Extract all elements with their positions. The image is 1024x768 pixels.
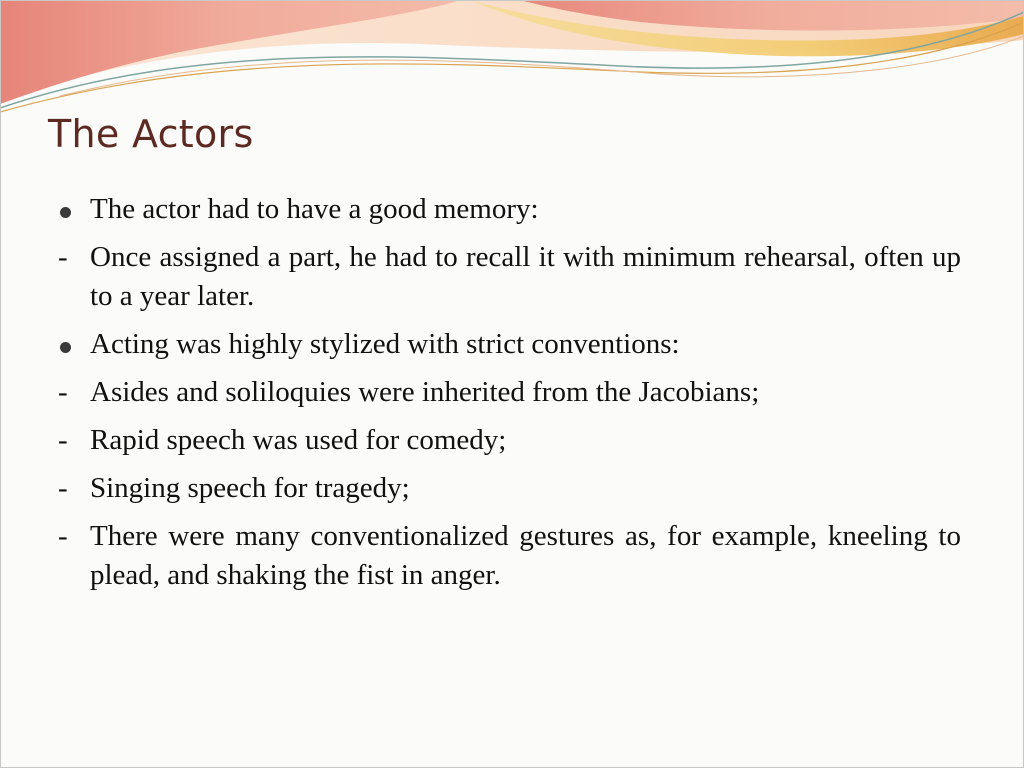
decorative-header-swoosh <box>0 0 1024 120</box>
list-item <box>58 238 961 316</box>
list-item <box>58 421 961 460</box>
bullet-dot-icon <box>60 207 71 218</box>
list-item-text: Rapid speech was used for comedy; <box>90 424 507 456</box>
list-item-text: The actor had to have a good memory: <box>90 193 539 225</box>
list-item <box>58 325 961 364</box>
bullet-list <box>58 190 961 604</box>
list-item-text: Singing speech for tragedy; <box>90 472 410 504</box>
dash-marker <box>58 421 82 460</box>
dash-icon: - <box>58 520 68 552</box>
dash-icon: - <box>58 472 68 504</box>
slide-title: The Actors <box>48 112 254 156</box>
bullet-marker <box>58 190 82 229</box>
bullet-marker <box>58 325 82 364</box>
dash-marker <box>58 373 82 412</box>
dash-icon: - <box>58 241 68 273</box>
dash-icon: - <box>58 424 68 456</box>
list-item <box>58 373 961 412</box>
list-item-text: Asides and soliloquies were inherited from the Jacobians; <box>90 376 760 408</box>
dash-marker <box>58 469 82 508</box>
list-item <box>58 469 961 508</box>
bullet-dot-icon <box>60 342 71 353</box>
list-item <box>58 190 961 229</box>
dash-marker <box>58 517 82 556</box>
dash-marker <box>58 238 82 277</box>
list-item-text: There were many conventionalized gestures as, for example, kneeling to plead, and shaking the fist in anger. <box>90 520 961 591</box>
list-item-text: Acting was highly stylized with strict conventions: <box>90 328 680 360</box>
list-item <box>58 517 961 595</box>
list-item-text: Once assigned a part, he had to recall it with minimum rehearsal, often up to a year later. <box>90 241 961 312</box>
dash-icon: - <box>58 376 68 408</box>
